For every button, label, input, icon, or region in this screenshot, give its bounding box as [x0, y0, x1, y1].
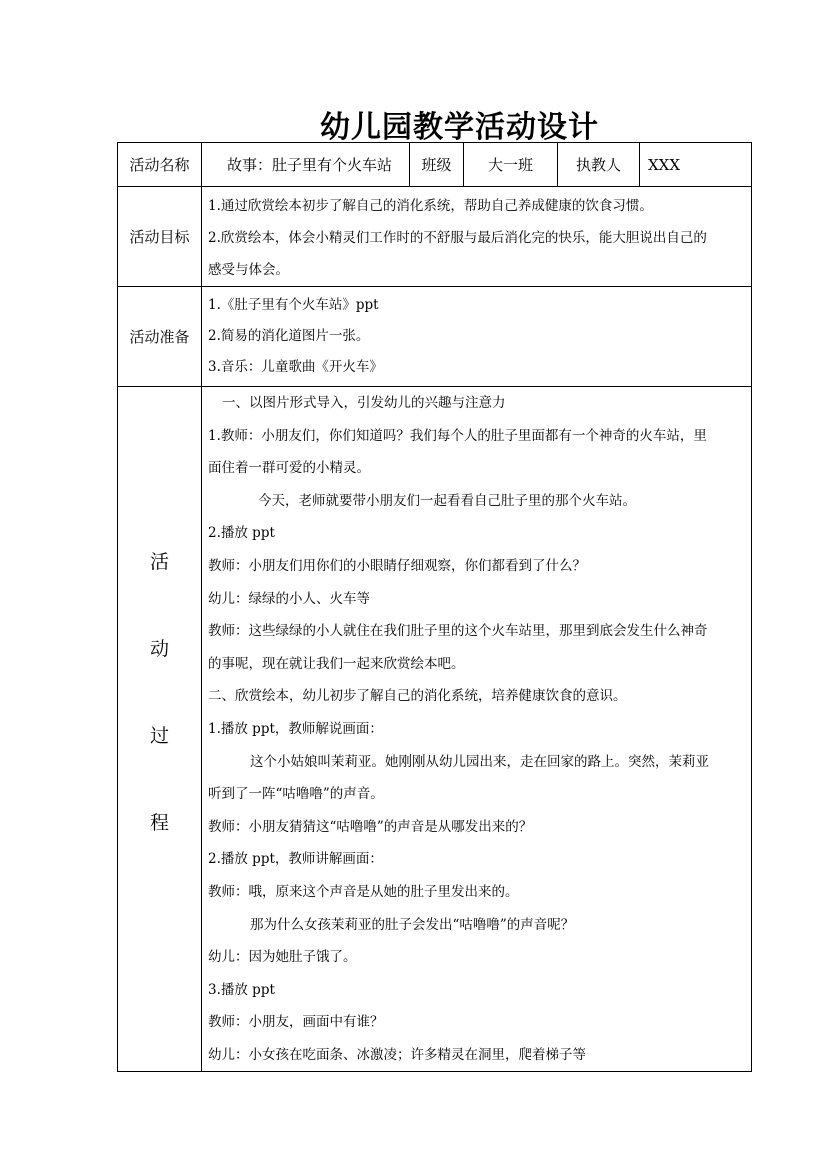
process-line: 教师：小朋友们用你们的小眼睛仔细观察，你们都看到了什么？: [208, 557, 586, 574]
process-line: 2.播放 ppt: [208, 525, 275, 542]
process-row: [118, 387, 752, 1072]
goal-line: 感受与体会。: [208, 262, 289, 278]
goals-label: 活动目标: [118, 187, 202, 287]
process-line: 幼儿：小女孩在吃面条、冰激凌；许多精灵在洞里，爬着梯子等: [208, 1046, 586, 1063]
page-title: 幼儿园教学活动设计: [320, 110, 599, 145]
activity-name-row: [118, 143, 752, 187]
process-line: 教师：小朋友猜猜这“咕噜噜”的声音是从哪发出来的？: [208, 818, 533, 835]
activity-name-value: 故事：肚子里有个火车站: [202, 143, 410, 187]
process-label-char: 过: [149, 725, 169, 747]
activity-plan-table: [117, 142, 752, 1072]
goals-row: [118, 187, 752, 287]
process-line: 二、欣赏绘本，幼儿初步了解自己的消化系统，培养健康饮食的意识。: [208, 688, 627, 705]
process-line: 1.教师：小朋友们，你们知道吗？我们每个人的肚子里面都有一个神奇的火车站，里: [208, 427, 707, 444]
prep-content: [202, 287, 752, 387]
process-line: 教师：哦，原来这个声音是从她的肚子里发出来的。: [208, 883, 519, 900]
teacher-label: 执教人: [558, 143, 640, 187]
prep-label: 活动准备: [118, 287, 202, 387]
process-line: 面住着一群可爱的小精灵。: [208, 460, 370, 477]
process-line: 那为什么女孩茉莉亚的肚子会发出“咕噜噜”的声音呢？: [250, 916, 575, 933]
class-label: 班级: [410, 143, 464, 187]
process-line: 听到了一阵“咕噜噜”的声音。: [208, 786, 384, 803]
process-line: 1.播放 ppt，教师解说画面：: [208, 720, 383, 737]
prep-line: 3.音乐：儿童歌曲《开火车》: [208, 358, 383, 375]
goals-content: [202, 187, 752, 287]
activity-name-label: 活动名称: [118, 143, 202, 187]
process-label: [118, 387, 202, 1072]
class-value: 大一班: [464, 143, 558, 187]
teacher-value: XXX: [640, 143, 752, 187]
process-line: 一、以图片形式导入，引发幼儿的兴趣与注意力: [222, 395, 506, 411]
process-line: 今天，老师就要带小朋友们一起看看自己肚子里的那个火车站。: [258, 492, 636, 509]
process-line: 的事呢，现在就让我们一起来欣赏绘本吧。: [208, 655, 465, 672]
process-label-char: 动: [149, 638, 169, 660]
process-line: 教师：小朋友，画面中有谁？: [208, 1014, 384, 1031]
prep-row: [118, 287, 752, 387]
process-content: [202, 387, 752, 1072]
process-line: 2.播放 ppt，教师讲解画面：: [208, 851, 383, 868]
goal-line: 2.欣赏绘本，体会小精灵们工作时的不舒服与最后消化完的快乐，能大胆说出自己的: [208, 230, 707, 246]
process-line: 教师：这些绿绿的小人就住在我们肚子里的这个火车站里，那里到底会发生什么神奇: [208, 623, 708, 640]
prep-line: 2.简易的消化道图片一张。: [208, 327, 370, 344]
prep-line: 1.《肚子里有个火车站》ppt: [208, 296, 379, 313]
process-line: 这个小姑娘叫茉莉亚。她刚刚从幼儿园出来，走在回家的路上。突然，茉莉亚: [250, 753, 709, 770]
process-label-char: 程: [149, 812, 169, 834]
process-label-char: 活: [149, 551, 169, 573]
goal-line: 1.通过欣赏绘本初步了解自己的消化系统，帮助自己养成健康的饮食习惯。: [208, 198, 653, 214]
process-line: 幼儿：绿绿的小人、火车等: [208, 590, 370, 607]
process-line: 幼儿：因为她肚子饿了。: [208, 949, 357, 966]
process-line: 3.播放 ppt: [208, 981, 275, 998]
